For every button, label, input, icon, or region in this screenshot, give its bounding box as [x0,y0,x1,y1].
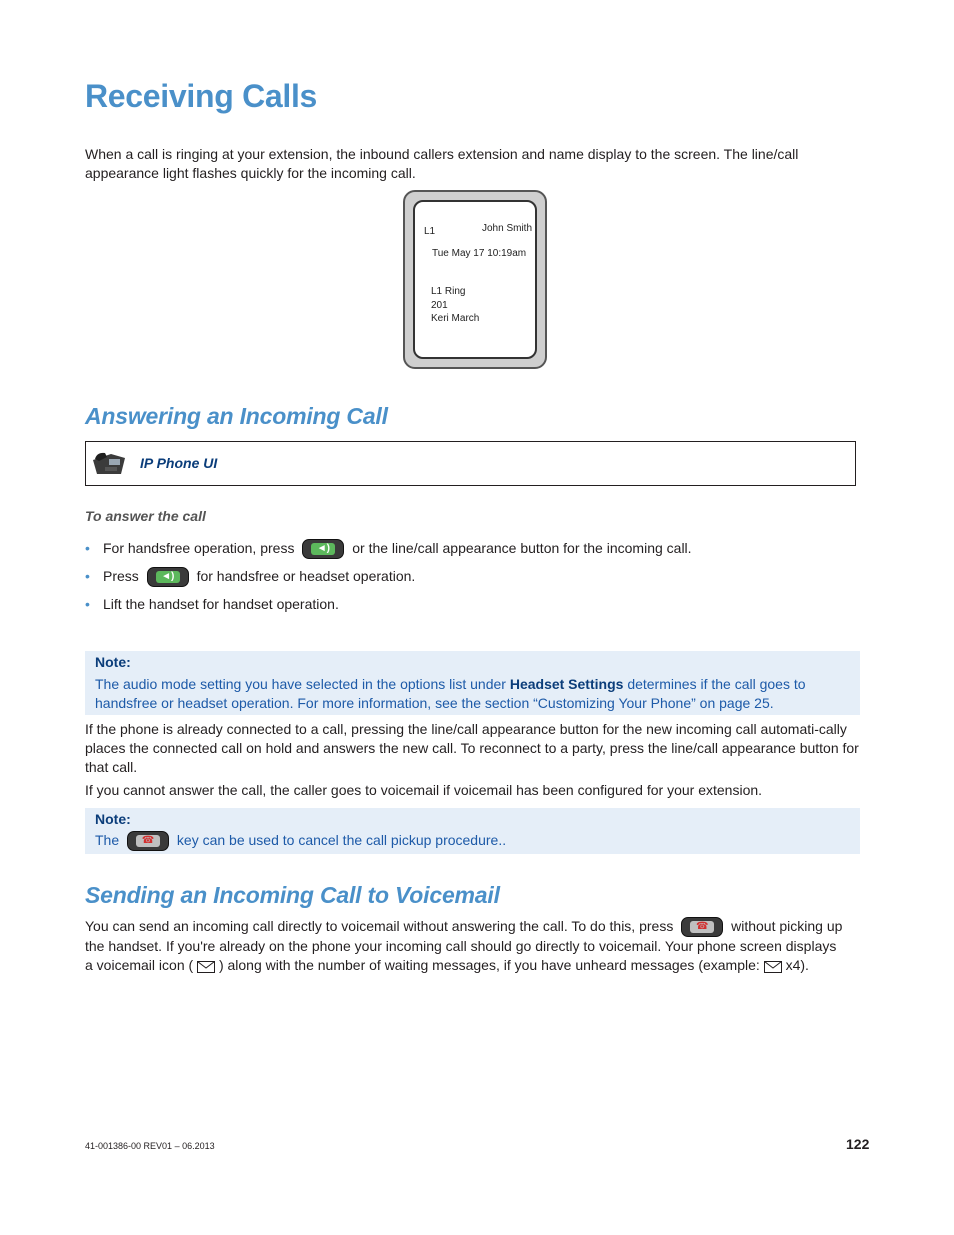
note-text-part: key can be used to cancel the call pickup procedure.. [176,832,507,848]
display-name: Keri March [431,313,480,324]
note-text-part: . [769,695,774,711]
note-text [95,675,855,713]
bullet-item [85,538,692,559]
section-heading-answering: Answering an Incoming Call [85,403,388,429]
note-box [85,651,860,715]
goodbye-key-icon: ☎ [127,831,169,851]
note-box [85,808,860,854]
note-title: Note: [95,811,131,827]
paragraph-part: ) along with the number of waiting messages, if you have unheard messages (example: [218,957,760,974]
display-line-label: L1 [424,226,436,237]
display-caller-name: John Smith [482,223,533,234]
bullet-dot: • [85,540,90,556]
paragraph: If the phone is already connected to a call, pressing the line/call appearance button for the new incoming call automati-cally places the connected call on hold and answers the new call. To reconnect to a party, press the line/call appearance button for that call. [85,721,859,775]
phone-screen-illustration [403,190,547,369]
voicemail-paragraph [85,917,875,975]
ui-box [85,441,856,486]
voicemail-envelope-icon [764,961,782,973]
speaker-headset-key-icon: ◄) [147,567,189,587]
voicemail-envelope-icon [197,961,215,973]
bullet-text: for handsfree or headset operation. [196,568,416,584]
section-link[interactable]: “Customizing Your Phone” on page 25 [533,695,770,711]
bullet-text: Press [103,568,139,584]
paragraph-part: the handset. If you're already on the phone your incoming call should go directly to voicemail. Your phone screen displays [85,938,837,955]
phone-display [413,200,537,359]
goodbye-key-icon: ☎ [681,917,723,937]
note-text-part: The audio mode setting you have selected in the options list under [95,676,506,692]
bullet-text: For handsfree operation, press [103,540,295,556]
bullet-text: or the line/call appearance button for the incoming call. [352,540,692,556]
paragraph: If you cannot answer the call, the caller goes to voicemail if voicemail has been configured for your extension. [85,782,763,798]
page-number: 122 [846,1136,870,1152]
note-text-part: determines if the call goes to [627,676,806,692]
bullet-item [85,566,415,587]
ui-box-label: IP Phone UI [140,455,218,471]
paragraph-part: without picking up [731,918,843,934]
page-title: Receiving Calls [85,78,318,114]
display-status: L1 Ring [431,286,466,297]
note-text [95,831,506,851]
bullet-dot: • [85,596,90,612]
display-datetime: Tue May 17 10:19am [432,248,527,259]
intro-paragraph: When a call is ringing at your extension, the inbound callers extension and name display to the screen. The line/call appearance light flashes quickly for the incoming call. [85,146,799,181]
section-heading-voicemail: Sending an Incoming Call to Voicemail [85,882,500,908]
footer-doc-id: 41-001386-00 REV01 – 06.2013 [85,1141,215,1151]
display-extension: 201 [431,300,448,311]
paragraph-part: a voicemail icon ( [85,957,194,974]
paragraph-part: You can send an incoming call directly to voicemail without answering the call. To do this, press [85,918,674,934]
bullet-dot: • [85,568,90,584]
note-title: Note: [95,654,131,670]
note-text-part: handsfree or headset operation. For more information, see the section [95,695,530,711]
speaker-headset-key-icon: ◄) [302,539,344,559]
paragraph-part: x4). [785,957,809,974]
note-bold-term: Headset Settings [509,676,624,692]
desk-phone-icon [91,450,127,476]
bullet-item [85,594,339,614]
note-text-part: The [95,832,120,848]
bullet-text: Lift the handset for handset operation. [103,596,339,612]
procedure-title: To answer the call [85,508,206,524]
